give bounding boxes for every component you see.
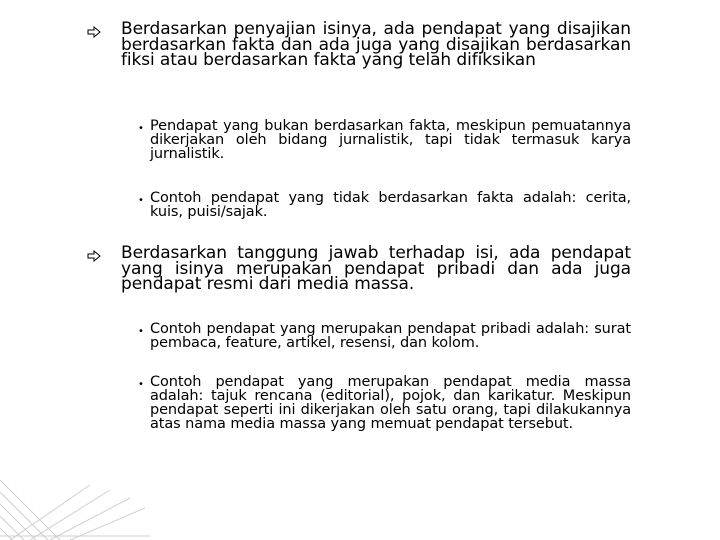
- sub-bullet-text: Contoh pendapat yang merupakan pendapat pribadi adalah: surat pembaca, feature, artikel, resensi, dan kolom.: [150, 321, 631, 351]
- sub-bullet-dot: •: [138, 195, 144, 206]
- sub-bullet-dot: •: [138, 379, 144, 390]
- sub-bullet-text: Contoh pendapat yang tidak berdasarkan fakta adalah: cerita, kuis, puisi/sajak.: [150, 190, 631, 220]
- sub-bullet-text: Pendapat yang bukan berdasarkan fakta, meskipun pemuatannya dikerjakan oleh bidang jurnalistik, tapi tidak termasuk karya jurnalistik.: [150, 118, 631, 162]
- bullet-text: Berdasarkan penyajian isinya, ada pendapat yang disajikan berdasarkan fakta dan ada juga yang disajikan berdasarkan fiksi atau berdasarkan fakta yang telah difiksikan: [121, 19, 631, 70]
- sub-bullet-text: Contoh pendapat yang merupakan pendapat media massa adalah: tajuk rencana (editorial), pojok, dan karikatur. Meskipun pendapat seperti ini dikerjakan oleh satu orang, tapi dilakukannya atas nama media massa yang memuat pendapat tersebut.: [150, 374, 631, 432]
- corner-decoration: [0, 450, 150, 540]
- bullet-text: Berdasarkan tanggung jawab terhadap isi, ada pendapat yang isinya merupakan pendapat pribadi dan ada juga pendapat resmi dari media massa.: [121, 243, 631, 294]
- arrow-right-icon: [87, 250, 101, 262]
- arrow-right-icon: [87, 26, 101, 38]
- sub-bullet-dot: •: [138, 326, 144, 337]
- sub-bullet-dot: •: [138, 123, 144, 134]
